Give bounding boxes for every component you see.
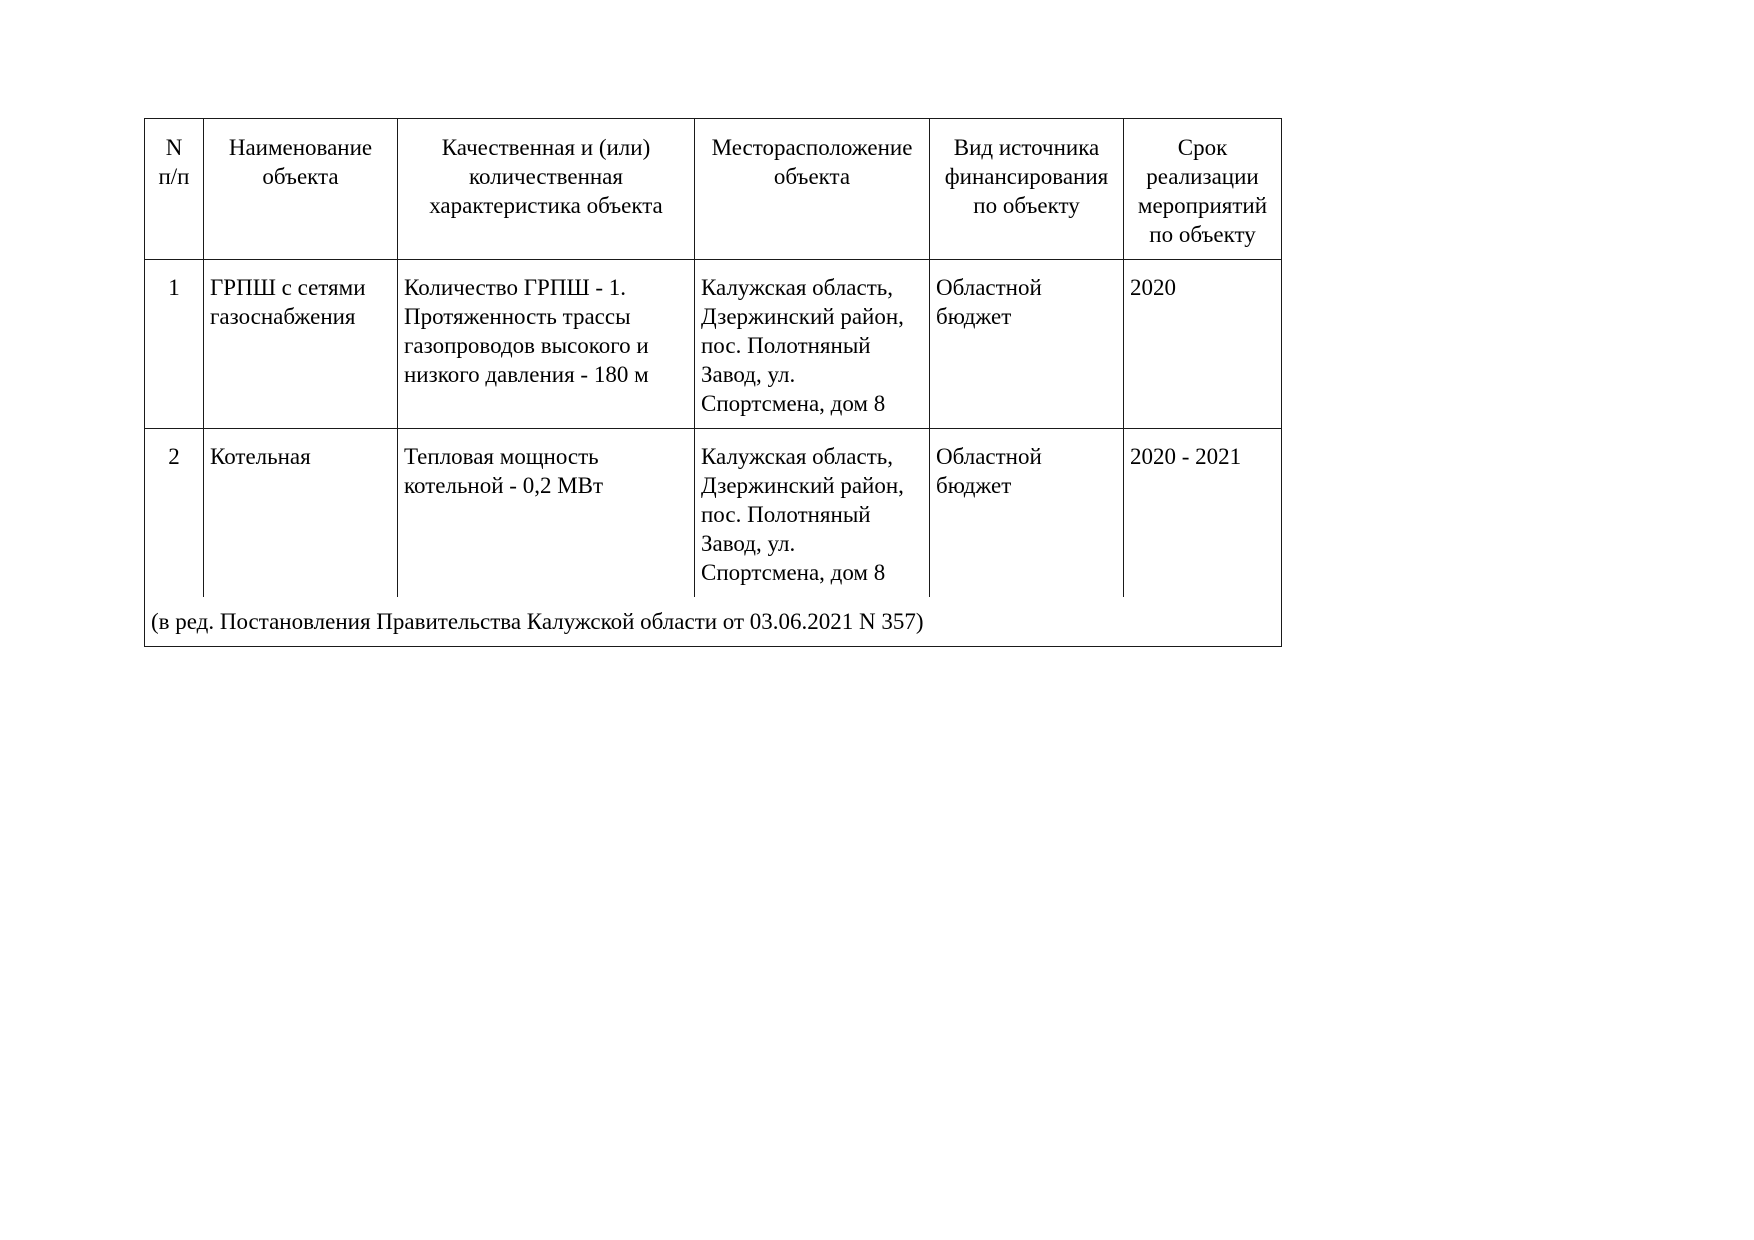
row-object-name: ГРПШ с сетями газоснабжения [204, 260, 398, 429]
row-location: Калужская область, Дзержинский район, пос. Полотняный Завод, ул. Спортсмена, дом 8 [695, 260, 930, 429]
header-funding-source: Вид источника финансирования по объекту [930, 119, 1124, 260]
row-number: 2 [145, 429, 204, 598]
row-term: 2020 [1124, 260, 1282, 429]
header-object-name: Наименование объекта [204, 119, 398, 260]
row-characteristic: Тепловая мощность котельной - 0,2 МВт [398, 429, 695, 598]
table-row [145, 260, 1282, 429]
table-row [145, 429, 1282, 598]
row-number: 1 [145, 260, 204, 429]
table-header [145, 119, 1282, 260]
row-funding-source: Областной бюджет [930, 429, 1124, 598]
header-characteristic: Качественная и (или) количественная характеристика объекта [398, 119, 695, 260]
table-body [145, 260, 1282, 647]
header-number: N п/п [145, 119, 204, 260]
objects-table [144, 118, 1282, 647]
header-location: Месторасположение объекта [695, 119, 930, 260]
header-row [145, 119, 1282, 260]
row-term: 2020 - 2021 [1124, 429, 1282, 598]
row-funding-source: Областной бюджет [930, 260, 1124, 429]
amendment-note: (в ред. Постановления Правительства Калужской области от 03.06.2021 N 357) [145, 597, 1282, 647]
row-characteristic: Количество ГРПШ - 1. Протяженность трассы газопроводов высокого и низкого давления - 180 м [398, 260, 695, 429]
amendment-note-row [145, 597, 1282, 647]
header-term: Срок реализации мероприятий по объекту [1124, 119, 1282, 260]
row-location: Калужская область, Дзержинский район, пос. Полотняный Завод, ул. Спортсмена, дом 8 [695, 429, 930, 598]
row-object-name: Котельная [204, 429, 398, 598]
